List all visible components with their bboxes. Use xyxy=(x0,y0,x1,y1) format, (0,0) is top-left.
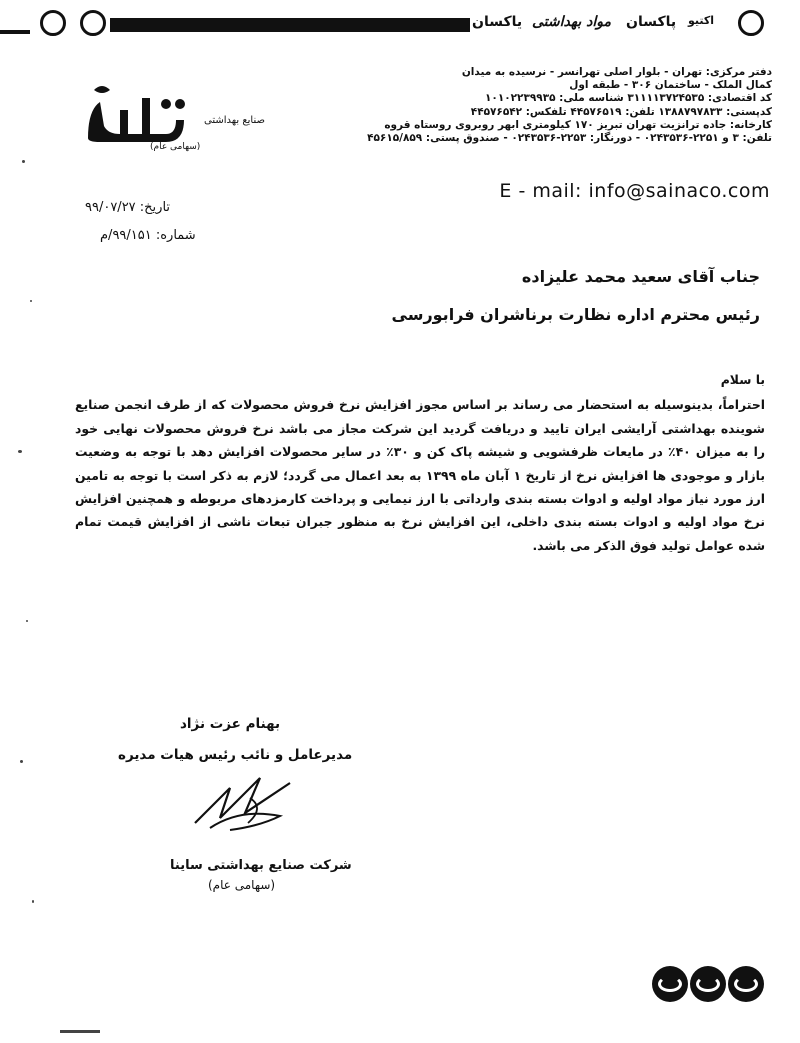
address-line: تلفن: ۳ و ۲۲۵۱-۰۲۴۳۵۳۶ - دورنگار: ۲۲۵۳-۰۲۴۳۵۳۶ - صندوق پستی: ۴۵۶۱۵/۸۵۹ xyxy=(367,132,772,145)
brand-name: یاکسان xyxy=(472,14,523,30)
brand-name: مواد بهداشتی xyxy=(532,14,611,30)
header-logo-band xyxy=(0,10,800,42)
greeting: با سلام xyxy=(720,372,765,387)
handwritten-signature xyxy=(190,768,300,838)
letter-body xyxy=(75,368,765,557)
brand-logo-icon xyxy=(738,10,764,36)
address-line: کد اقتصادی: ۳۱۱۱۱۳۷۲۴۵۳۵ شناسه ملی: ۱۰۱۰۲۲۳۹۹۳۵ xyxy=(485,92,772,105)
scan-noise xyxy=(32,900,34,903)
certification-seals xyxy=(650,966,768,1002)
body-paragraph: احتراماً، بدینوسیله به استحضار می رساند بر اساس مجوز افزایش نرخ فروش محصولات که از طرف انجمن صنایع شوینده بهداشتی آرایشی ایران تایید و دریافت گردید این شرکت مجاز می باشد نرخ فروش محصولات نهایی خود را به میزان ۴۰٪ در مایعات ظرفشویی و شیشه پاک کن و ۳۰٪ در سایر محصولات افزایش دهد با توجه به وضعیت بازار و موجودی ها افزایش نرخ از تاریخ ۱ آبان ماه ۱۳۹۹ به بعد اعمال می گردد؛ لازم به ذکر است با توجه به تامین ارز مورد نیاز مواد اولیه و ادوات بسته بندی وارداتی با ارز نیمایی و پرداخت کارمزدهای مربوطه و همچنین افزایش نرخ مواد اولیه و ادوات بسته بندی داخلی، این افزایش نرخ به منظور جبران تبعات ناشی از افزایش قیمت تمام شده عوامل تولید فوق الذکر می باشد. xyxy=(75,397,765,553)
letter-date: تاریخ: ۹۹/۰۷/۲۷ xyxy=(85,200,171,215)
divider xyxy=(110,18,470,32)
address-line: کارخانه: جاده ترانزیت تهران تبریز ۱۷۰ کیلومتری ابهر روبروی روستاه قروه xyxy=(384,118,772,131)
seal-icon xyxy=(690,966,726,1002)
email-line: E - mail: info@sainaco.com xyxy=(499,180,770,202)
logo-caption: صنایع بهداشتی xyxy=(204,115,265,126)
address-line: کدپستی: ۱۳۸۸۷۹۷۸۳۳ تلفن: ۴۴۵۷۶۵۱۹ تلفکس: ۴۴۵۷۶۵۴۲ xyxy=(470,105,772,118)
company-type: (سهامی عام) xyxy=(208,878,276,892)
logo-caption: (سهامی عام) xyxy=(150,142,201,152)
company-name: شرکت صنایع بهداشتی ساینا xyxy=(170,858,352,873)
scan-noise xyxy=(26,620,28,622)
brand-name: اکتیو xyxy=(688,14,715,27)
letter-number: شماره: ۹۹/۱۵۱/م xyxy=(100,228,196,243)
divider xyxy=(0,30,30,34)
recipient-block xyxy=(340,258,760,334)
signatory-title: مدیرعامل و نائب رئیس هیات مدیره xyxy=(118,747,353,763)
address-line: دفتر مرکزی: تهران - بلوار اصلی تهرانسر - نرسیده به میدان xyxy=(461,66,772,78)
scan-noise xyxy=(20,760,23,763)
signatory-name: بهنام عزت نژاد xyxy=(180,716,281,732)
brand-logo-icon xyxy=(80,10,106,36)
seal-icon xyxy=(728,966,764,1002)
recipient-name: جناب آقای سعید محمد علیزاده xyxy=(521,267,760,286)
address-line: کمال الملک - ساختمان ۳۰۶ - طبقه اول xyxy=(569,79,772,92)
scan-noise xyxy=(30,300,32,302)
address-block xyxy=(367,66,772,145)
scan-noise xyxy=(18,450,22,453)
brand-name: پاکسان xyxy=(626,14,677,30)
recipient-title: رئیس محترم اداره نظارت برناشران فرابورسی xyxy=(391,305,760,324)
scan-noise xyxy=(60,1030,100,1033)
brand-logo-icon xyxy=(40,10,66,36)
scan-noise xyxy=(22,160,25,163)
seal-icon xyxy=(652,966,688,1002)
